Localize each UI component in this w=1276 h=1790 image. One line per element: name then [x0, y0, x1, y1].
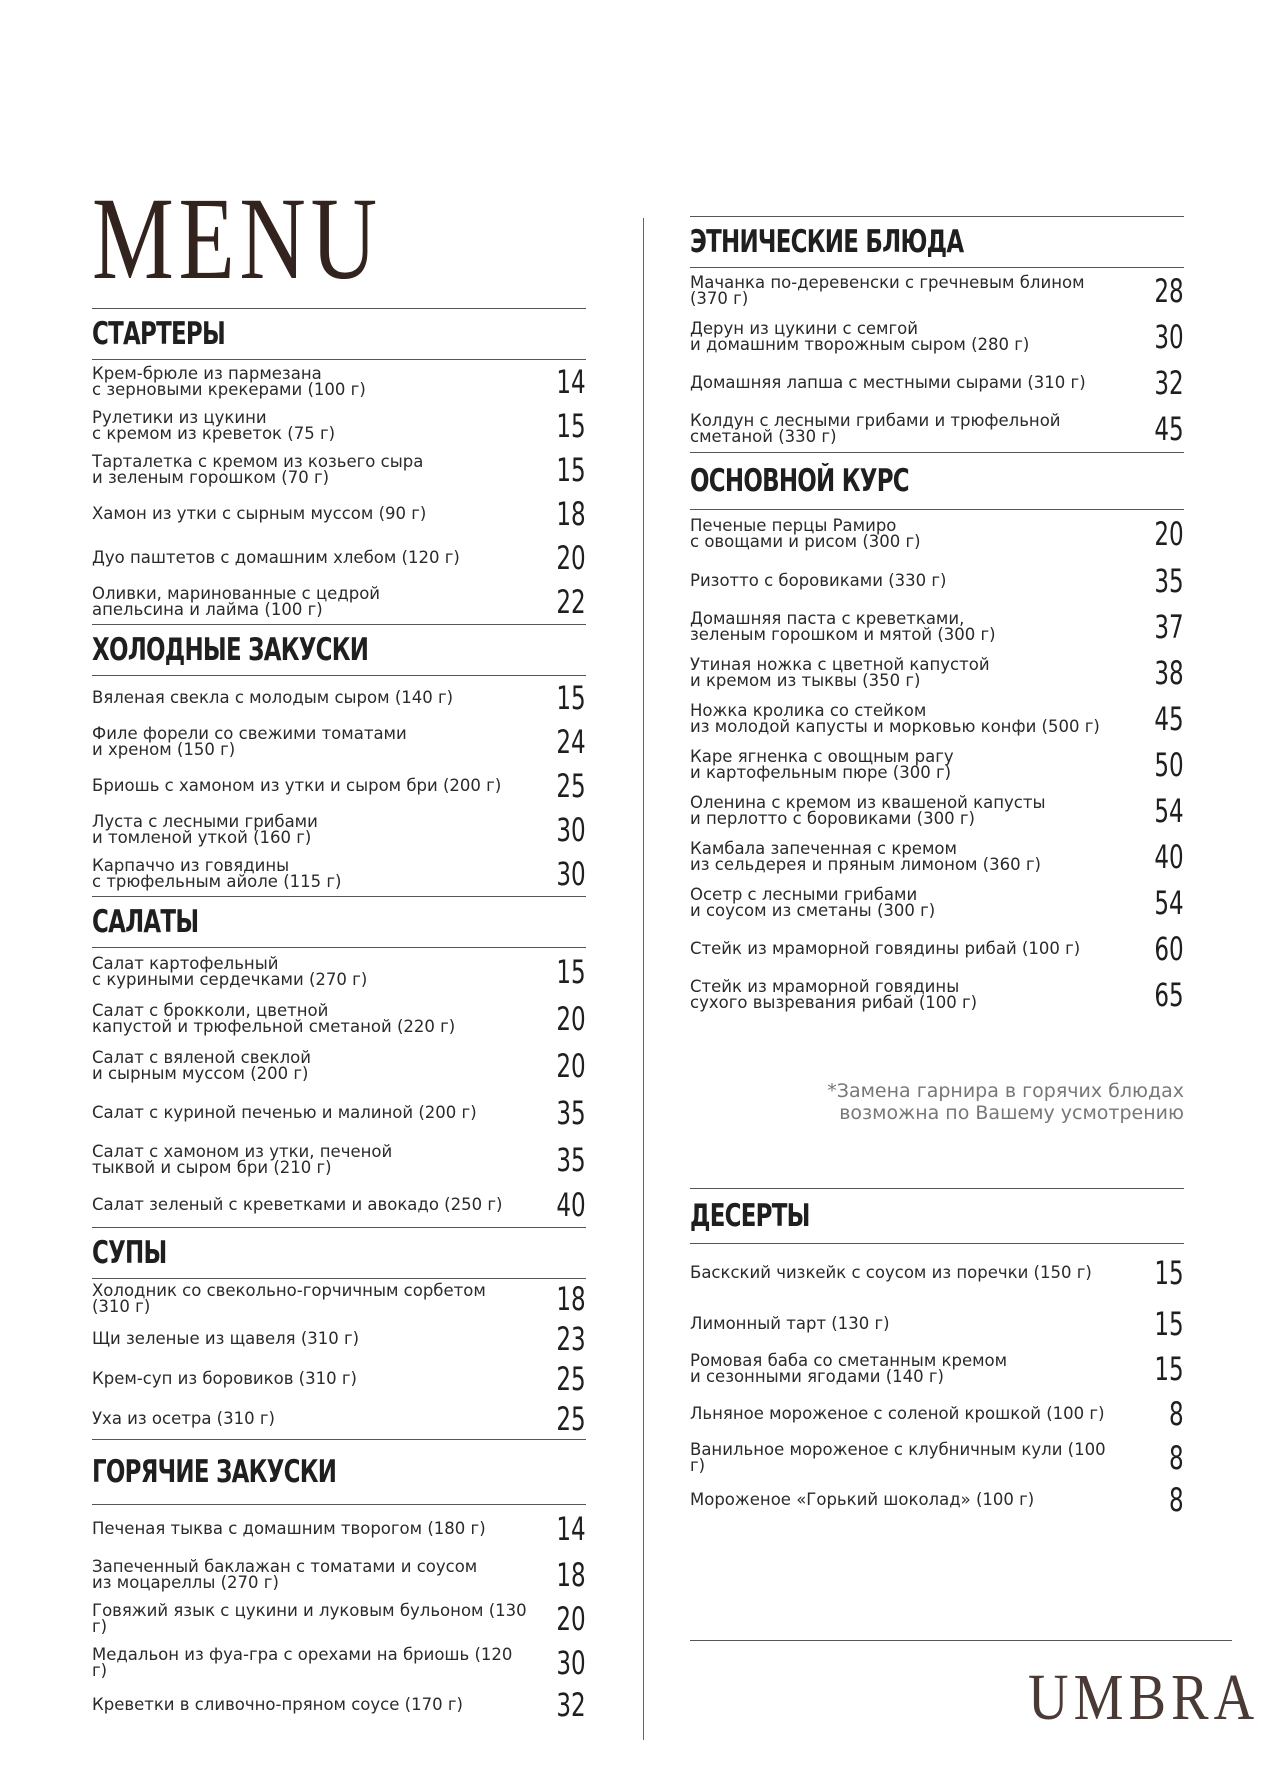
item-name: Льняное мороженое с соленой крошкой (100 г)	[690, 1404, 1105, 1423]
menu-item	[690, 1480, 1184, 1520]
item-name: Ванильное мороженое с клубничным кули (100 г)	[690, 1440, 1106, 1475]
menu-item	[92, 1641, 586, 1685]
item-name: Медальон из фуа-гра с орехами на бриошь (120 г)	[92, 1645, 513, 1680]
menu-item	[92, 404, 586, 448]
menu-item	[92, 808, 586, 852]
item-price: 25	[556, 767, 586, 805]
section-title: СТАРТЕРЫ	[92, 316, 226, 352]
menu-item	[690, 406, 1184, 452]
item-price: 45	[1154, 700, 1184, 738]
menu-section	[690, 216, 1184, 452]
menu-item	[690, 360, 1184, 406]
item-price: 35	[1154, 562, 1184, 600]
menu-item	[690, 650, 1184, 696]
menu-item	[92, 1279, 586, 1319]
menu-section	[690, 1188, 1184, 1520]
item-name: Колдун с лесными грибами и трюфельной сметаной (330 г)	[690, 411, 1061, 446]
menu-item	[690, 834, 1184, 880]
menu-item	[690, 1392, 1184, 1436]
item-name: Филе форели со свежими томатами и хреном (150 г)	[92, 724, 407, 759]
item-name: Мороженое «Горький шоколад» (100 г)	[690, 1490, 1035, 1509]
item-name: Домашняя паста с креветками, зеленым горошком и мятой (300 г)	[690, 609, 996, 644]
item-price: 54	[1154, 792, 1184, 830]
item-name: Вяленая свекла с молодым сыром (140 г)	[92, 688, 454, 707]
item-price: 28	[1154, 272, 1184, 310]
item-name: Щи зеленые из щавеля (310 г)	[92, 1329, 360, 1348]
item-name: Салат зеленый с креветками и авокадо (250 г)	[92, 1195, 503, 1214]
item-price: 35	[556, 1093, 586, 1132]
item-name: Стейк из мраморной говядины рибай (100 г)	[690, 939, 1081, 958]
menu-section	[92, 1439, 586, 1725]
item-price: 15	[556, 451, 586, 489]
menu-item	[690, 880, 1184, 926]
menu-item	[690, 510, 1184, 558]
item-price: 40	[556, 1186, 586, 1224]
desserts-column	[690, 1188, 1184, 1520]
item-name: Карпаччо из говядины с трюфельным айоле (115 г)	[92, 856, 342, 891]
garnish-note: *Замена гарнира в горячих блюдах возможна по Вашему усмотрению	[827, 1080, 1184, 1124]
item-price: 32	[556, 1686, 586, 1724]
brand-logo: UMBRA	[1028, 1661, 1260, 1734]
menu-item	[92, 1319, 586, 1359]
item-name: Запеченный баклажан с томатами и соусом из моцареллы (270 г)	[92, 1557, 478, 1592]
section-title: САЛАТЫ	[92, 904, 199, 940]
section-header	[690, 1188, 1184, 1244]
item-price: 40	[1154, 838, 1184, 876]
menu-item	[92, 1089, 586, 1136]
item-name: Осетр с лесными грибами и соусом из сметаны (300 г)	[690, 885, 936, 920]
menu-item	[92, 1359, 586, 1399]
section-header	[92, 308, 586, 360]
item-name: Камбала запеченная с кремом из сельдерея и пряным лимоном (360 г)	[690, 839, 1041, 874]
menu-item	[92, 1597, 586, 1641]
item-name: Баскский чизкейк с соусом из поречки (150 г)	[690, 1263, 1092, 1282]
menu-item	[92, 1042, 586, 1089]
item-price: 20	[556, 539, 586, 577]
item-price: 65	[1154, 976, 1184, 1014]
menu-item	[92, 948, 586, 995]
item-price: 25	[556, 1360, 586, 1398]
item-name: Салат с хамоном из утки, печеной тыквой и сыром бри (210 г)	[92, 1141, 393, 1177]
item-price: 25	[556, 1400, 586, 1438]
item-price: 38	[1154, 654, 1184, 692]
item-price: 15	[556, 679, 586, 717]
item-price: 24	[556, 723, 586, 761]
menu-item	[92, 360, 586, 404]
section-title: ОСНОВНОЙ КУРС	[690, 463, 909, 499]
menu-item	[690, 972, 1184, 1018]
section-header	[690, 216, 1184, 268]
section-header	[92, 896, 586, 948]
item-name: Мачанка по-деревенски с гречневым блином (370 г)	[690, 273, 1085, 308]
menu-item	[92, 580, 586, 624]
item-name: Оливки, маринованные с цедрой апельсина и лайма (100 г)	[92, 584, 381, 619]
menu-section	[92, 624, 586, 896]
section-title: ГОРЯЧИЕ ЗАКУСКИ	[92, 1454, 337, 1490]
menu-item	[690, 742, 1184, 788]
item-price: 20	[556, 999, 586, 1038]
menu-item	[690, 1302, 1184, 1346]
item-price: 8	[1169, 1395, 1184, 1433]
section-title: ДЕСЕРТЫ	[690, 1198, 810, 1234]
menu-item	[690, 696, 1184, 742]
item-price: 32	[1154, 364, 1184, 402]
item-name: Креветки в сливочно-пряном соусе (170 г)	[92, 1695, 463, 1714]
item-price: 30	[556, 855, 586, 893]
menu-item	[92, 764, 586, 808]
menu-section	[92, 1227, 586, 1439]
section-header	[92, 1227, 586, 1279]
item-name: Бриошь с хамоном из утки и сыром бри (200 г)	[92, 776, 502, 795]
menu-item	[92, 1183, 586, 1227]
item-price: 18	[556, 1280, 586, 1318]
item-price: 20	[1154, 515, 1184, 553]
section-header	[92, 624, 586, 676]
item-price: 18	[556, 495, 586, 533]
menu-item	[92, 1685, 586, 1725]
menu-item	[690, 1244, 1184, 1302]
item-price: 15	[556, 952, 586, 991]
item-price: 15	[1154, 1350, 1184, 1388]
menu-item	[92, 1136, 586, 1183]
item-price: 45	[1154, 410, 1184, 448]
menu-item	[690, 926, 1184, 972]
menu-section	[690, 452, 1184, 1018]
item-name: Крем-брюле из пармезана с зерновыми крекерами (100 г)	[92, 364, 366, 399]
menu-item	[92, 995, 586, 1042]
item-price: 37	[1154, 608, 1184, 646]
item-name: Салат с брокколи, цветной капустой и трюфельной сметаной (220 г)	[92, 1000, 456, 1036]
item-name: Уха из осетра (310 г)	[92, 1409, 275, 1428]
item-price: 30	[556, 1644, 586, 1682]
item-name: Печеные перцы Рамиро с овощами и рисом (300 г)	[690, 516, 921, 551]
item-name: Утиная ножка с цветной капустой и кремом из тыквы (350 г)	[690, 655, 990, 690]
item-name: Стейк из мраморной говядины сухого вызревания рибай (100 г)	[690, 977, 978, 1012]
menu-item	[92, 1553, 586, 1597]
item-price: 35	[556, 1140, 586, 1179]
column-divider	[643, 218, 644, 1740]
item-name: Крем-суп из боровиков (310 г)	[92, 1369, 357, 1388]
item-price: 15	[556, 407, 586, 445]
item-name: Холодник со свекольно-горчичным сорбетом (310 г)	[92, 1281, 486, 1316]
item-name: Ризотто с боровиками (330 г)	[690, 571, 947, 590]
section-header	[690, 452, 1184, 510]
right-column	[690, 216, 1184, 1018]
menu-section	[92, 308, 586, 624]
item-price: 23	[556, 1320, 586, 1358]
item-name: Говяжий язык с цукини и луковым бульоном (130 г)	[92, 1601, 527, 1636]
menu-item	[92, 448, 586, 492]
item-price: 8	[1169, 1481, 1184, 1519]
section-header	[92, 1439, 586, 1505]
item-name: Хамон из утки с сырным муссом (90 г)	[92, 504, 427, 523]
item-price: 20	[556, 1600, 586, 1638]
item-name: Каре ягненка с овощным рагу и картофельным пюре (300 г)	[690, 747, 954, 782]
item-name: Лимонный тарт (130 г)	[690, 1314, 890, 1333]
item-price: 14	[556, 363, 586, 401]
item-price: 50	[1154, 746, 1184, 784]
item-name: Домашняя лапша с местными сырами (310 г)	[690, 373, 1086, 392]
brand-divider	[690, 1640, 1232, 1641]
menu-item	[92, 1399, 586, 1439]
item-price: 18	[556, 1556, 586, 1594]
menu-item	[92, 1505, 586, 1553]
menu-item	[690, 1346, 1184, 1392]
menu-item	[92, 536, 586, 580]
item-price: 60	[1154, 930, 1184, 968]
item-name: Салат с куриной печенью и малиной (200 г)	[92, 1102, 477, 1122]
item-name: Дерун из цукини с семгой и домашним творожным сыром (280 г)	[690, 319, 1030, 354]
menu-item	[690, 314, 1184, 360]
menu-item	[690, 268, 1184, 314]
item-name: Ножка кролика со стейком из молодой капусты и морковью конфи (500 г)	[690, 701, 1100, 736]
section-title: ЭТНИЧЕСКИЕ БЛЮДА	[690, 224, 964, 260]
item-price: 30	[1154, 318, 1184, 356]
item-price: 54	[1154, 884, 1184, 922]
item-price: 20	[556, 1046, 586, 1085]
menu-section	[92, 896, 586, 1227]
item-name: Тарталетка с кремом из козьего сыра и зеленым горошком (70 г)	[92, 452, 424, 487]
item-price: 8	[1169, 1439, 1184, 1477]
menu-title: MENU	[92, 173, 382, 304]
menu-item	[690, 604, 1184, 650]
item-price: 15	[1154, 1305, 1184, 1343]
section-title: ХОЛОДНЫЕ ЗАКУСКИ	[92, 632, 369, 668]
menu-item	[92, 720, 586, 764]
left-column	[92, 308, 586, 1725]
menu-item	[690, 558, 1184, 604]
item-name: Рулетики из цукини с кремом из креветок (75 г)	[92, 408, 336, 443]
item-price: 30	[556, 811, 586, 849]
item-name: Луста с лесными грибами и томленой уткой (160 г)	[92, 812, 318, 847]
section-title: СУПЫ	[92, 1235, 167, 1271]
item-name: Дуо паштетов с домашним хлебом (120 г)	[92, 548, 460, 567]
menu-item	[92, 852, 586, 896]
item-name: Печеная тыква с домашним творогом (180 г)	[92, 1519, 486, 1538]
menu-item	[690, 788, 1184, 834]
item-price: 14	[556, 1510, 586, 1548]
menu-item	[690, 1436, 1184, 1480]
item-name: Салат с вяленой свеклой и сырным муссом (200 г)	[92, 1047, 311, 1083]
menu-item	[92, 676, 586, 720]
item-price: 15	[1154, 1254, 1184, 1292]
item-name: Салат картофельный с куриными сердечками (270 г)	[92, 953, 368, 989]
menu-item	[92, 492, 586, 536]
item-name: Ромовая баба со сметанным кремом и сезонными ягодами (140 г)	[690, 1351, 1008, 1386]
item-name: Оленина с кремом из квашеной капусты и перлотто с боровиками (300 г)	[690, 793, 1046, 828]
item-price: 22	[556, 583, 586, 621]
